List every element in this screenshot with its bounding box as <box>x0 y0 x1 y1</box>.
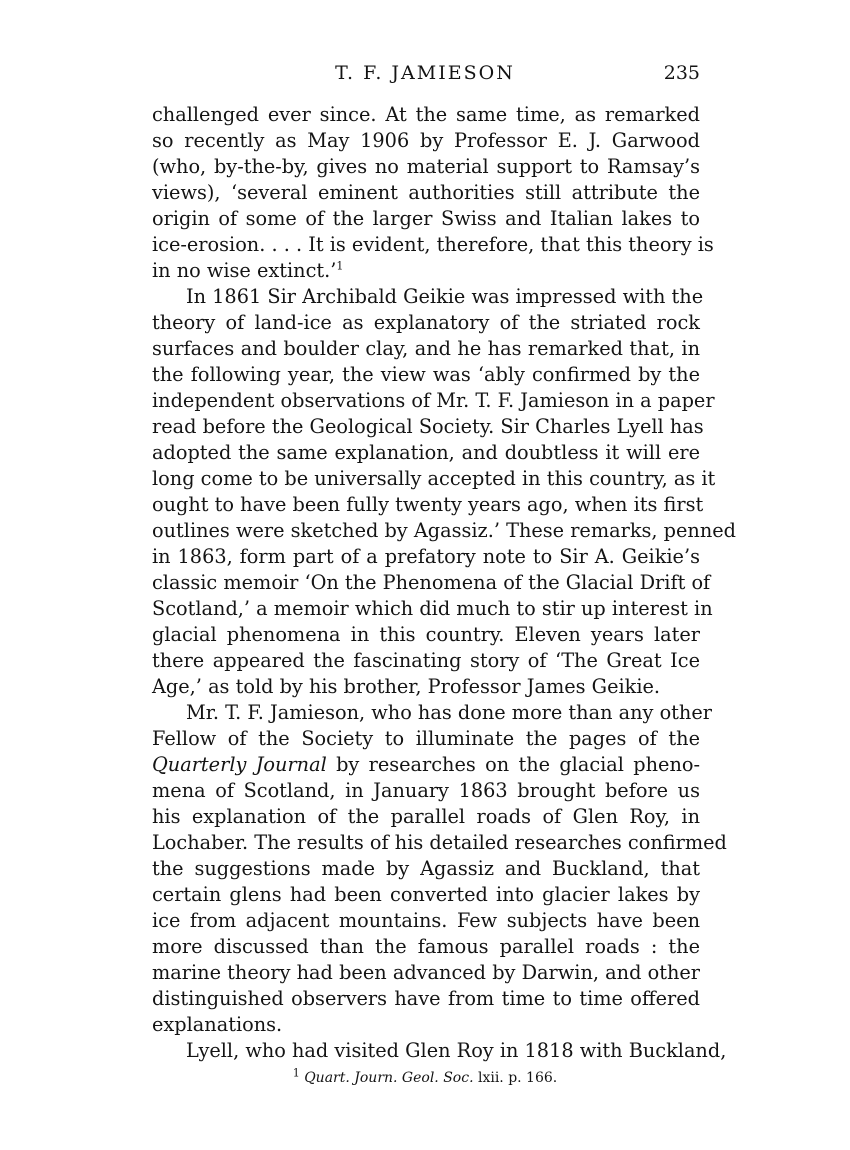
text-line: marine theory had been advanced by Darwin, and other <box>152 961 700 984</box>
text-line: adopted the same explanation, and doubtless it will ere <box>152 441 700 464</box>
text-line: the following year, the view was ‘ably confirmed by the <box>152 363 700 386</box>
text-line: ice from adjacent mountains. Few subjects have been <box>152 909 700 932</box>
text-line: certain glens had been converted into glacier lakes by <box>152 883 700 906</box>
text-line: surfaces and boulder clay, and he has remarked that, in <box>152 337 700 360</box>
text-line: distinguished observers have from time to time offered <box>152 987 700 1010</box>
page-number: 235 <box>663 62 700 84</box>
text-line: Mr. T. F. Jamieson, who has done more than any other <box>186 701 712 724</box>
text-line: theory of land-ice as explanatory of the striated rock <box>152 311 700 334</box>
text-line: long come to be universally accepted in this country, as it <box>152 467 716 490</box>
text-line: In 1861 Sir Archibald Geikie was impressed with the <box>186 285 704 308</box>
text-line: so recently as May 1906 by Professor E. J. Garwood <box>152 129 700 152</box>
text-line: origin of some of the larger Swiss and Italian lakes to <box>152 207 700 230</box>
footnote-reference: 1 <box>336 259 344 273</box>
text-line: mena of Scotland, in January 1863 brought before us <box>152 779 700 802</box>
text-line: Scotland,’ a memoir which did much to stir up interest in <box>152 597 713 620</box>
text-line: Fellow of the Society to illuminate the pages of the <box>152 727 700 750</box>
text-line: more discussed than the famous parallel roads : the <box>152 935 700 958</box>
text-line: challenged ever since. At the same time, as remarked <box>152 103 700 126</box>
footnote <box>0 1066 850 1086</box>
text-line: independent observations of Mr. T. F. Jamieson in a paper <box>152 389 715 412</box>
text-line: ought to have been fully twenty years ago, when its first <box>152 493 704 516</box>
text-line: there appeared the fascinating story of ‘The Great Ice <box>152 649 700 672</box>
text-line: outlines were sketched by Agassiz.’ These remarks, penned <box>152 519 737 542</box>
text-line: in 1863, form part of a prefatory note to Sir A. Geikie’s <box>152 545 700 568</box>
text-line: classic memoir ‘On the Phenomena of the Glacial Drift of <box>152 571 711 594</box>
text-line: his explanation of the parallel roads of Glen Roy, in <box>152 805 700 828</box>
text-line <box>152 752 700 778</box>
text-line: (who, by-the-by, gives no material support to Ramsay’s <box>152 155 700 178</box>
journal-title: Quarterly Journal <box>152 753 327 776</box>
text-line: explanations. <box>152 1013 283 1036</box>
text-line: glacial phenomena in this country. Eleven years later <box>152 623 700 646</box>
body-text <box>152 102 737 1064</box>
text-line: Lochaber. The results of his detailed researches confirmed <box>152 831 727 854</box>
text-span: in no wise extinct.’ <box>152 259 337 282</box>
running-title: T. F. JAMIESON <box>335 62 515 84</box>
text-line: views), ‘several eminent authorities still attribute the <box>152 181 700 204</box>
text-line: read before the Geological Society. Sir Charles Lyell has <box>152 415 704 438</box>
text-line: Age,’ as told by his brother, Professor James Geikie. <box>152 675 661 698</box>
footnote-source: Quart. Journ. Geol. Soc. <box>304 1070 474 1086</box>
footnote-citation: lxii. p. 166. <box>473 1070 558 1086</box>
footnote-marker: 1 <box>292 1066 300 1080</box>
text-line: ice-erosion. . . . It is evident, therefore, that this theory is <box>152 233 714 256</box>
text-line: Lyell, who had visited Glen Roy in 1818 with Buckland, <box>186 1039 727 1062</box>
text-line <box>152 258 700 284</box>
text-span: by researches on the glacial pheno- <box>326 753 700 776</box>
text-line: the suggestions made by Agassiz and Buckland, that <box>152 857 700 880</box>
